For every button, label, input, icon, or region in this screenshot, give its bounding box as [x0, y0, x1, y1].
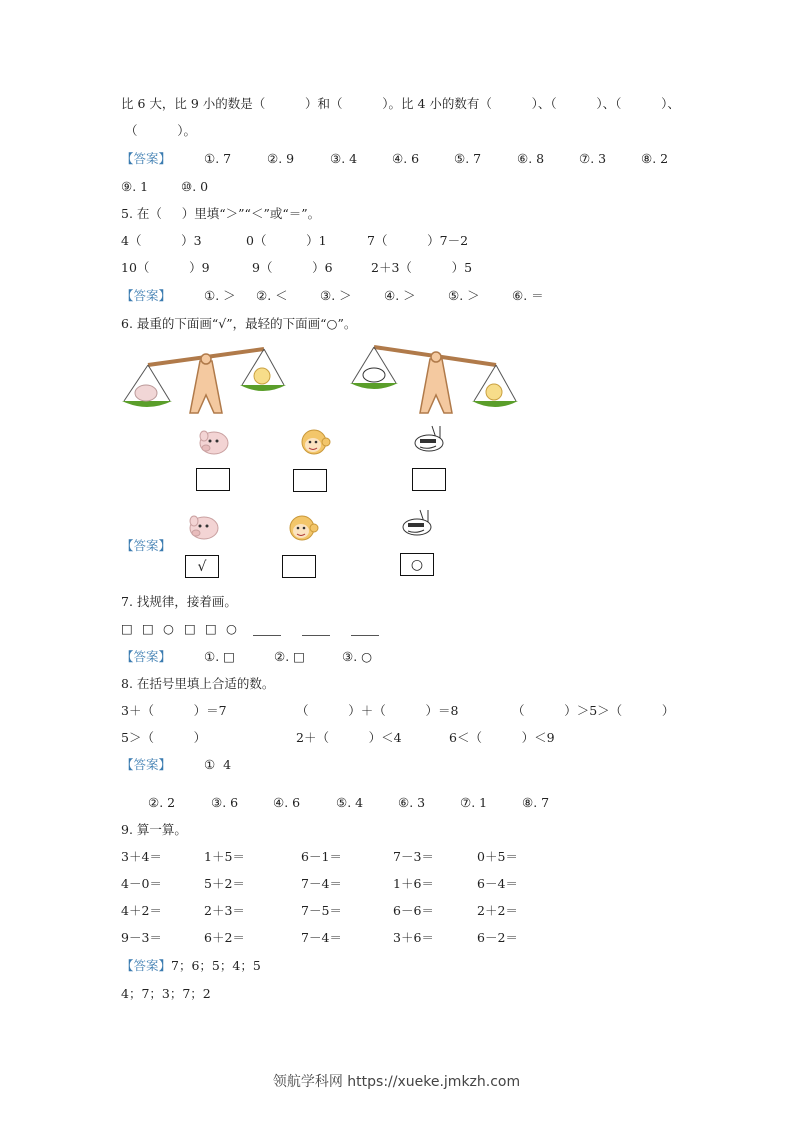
q7-blank-3[interactable] — [351, 634, 379, 636]
q9-r1-c2: 1＋5＝ — [204, 849, 245, 864]
q9-answer-label: 【答案】 — [121, 958, 172, 973]
pig-icon — [135, 385, 157, 401]
q8-answer-3: ③. 6 — [211, 795, 239, 810]
q8-item-4: 5＞（ ） — [121, 730, 207, 745]
q5-answer-6: ⑥. ＝ — [512, 288, 544, 303]
q5-item-6: 2＋3（ ）5 — [371, 260, 473, 275]
q6-answer-label: 【答案】 — [121, 538, 172, 553]
q4-answer-4: ④. 6 — [392, 151, 420, 166]
rabbit-icon — [363, 368, 385, 382]
monkey-icon — [297, 428, 331, 456]
q5-answer-3: ③. ＞ — [320, 288, 352, 303]
q8-answer-label: 【答案】 — [121, 757, 172, 772]
q7-pattern-4: □ — [184, 621, 196, 636]
q4-line2: （ ）。 — [125, 123, 196, 138]
q7-pattern-5: □ — [205, 621, 217, 636]
q5-answer-4: ④. ＞ — [384, 288, 416, 303]
q5-answer-2: ②. ＜ — [256, 288, 288, 303]
q7-pattern-3: ○ — [163, 621, 174, 636]
q9-r1-c3: 6－1＝ — [301, 849, 342, 864]
q7-answer-2: ②. □ — [274, 649, 305, 664]
q8-answer-5: ⑤. 4 — [336, 795, 364, 810]
answer-box-monkey[interactable] — [293, 469, 327, 492]
q7-pattern-1: □ — [121, 621, 133, 636]
q9-r2-c3: 7－4＝ — [301, 876, 342, 891]
pig-icon — [186, 513, 220, 541]
q9-r2-c2: 5＋2＝ — [204, 876, 245, 891]
q9-answer-line1 — [121, 958, 261, 974]
q4-answer-1: ①. 7 — [204, 151, 232, 166]
answer-box-monkey-filled — [282, 555, 316, 578]
q8-item-1: 3＋（ ）＝7 — [121, 703, 227, 718]
q9-r1-c1: 3＋4＝ — [121, 849, 162, 864]
balance-scale-2 — [350, 343, 520, 415]
q9-r3-c2: 2＋3＝ — [204, 903, 245, 918]
q8-answer-6: ⑥. 3 — [398, 795, 426, 810]
q4-answer-6: ⑥. 8 — [517, 151, 545, 166]
q4-answer-10: ⑩. 0 — [181, 179, 209, 194]
q8-item-5: 2＋（ ）＜4 — [296, 730, 402, 745]
circle-mark: ○ — [410, 556, 424, 573]
q4-answer-8: ⑧. 2 — [641, 151, 669, 166]
q9-r3-c1: 4＋2＝ — [121, 903, 162, 918]
q9-answer-line2: 4；7；3；7；2 — [121, 986, 211, 1001]
q9-r4-c1: 9－3＝ — [121, 930, 162, 945]
q7-pattern-6: ○ — [226, 621, 237, 636]
q4-answer-2: ②. 9 — [267, 151, 295, 166]
q4-answer-9: ⑨. 1 — [121, 179, 149, 194]
answer-box-pig-filled — [185, 555, 219, 578]
pig-icon — [196, 428, 230, 456]
q8-answer-2: ②. 2 — [148, 795, 176, 810]
q8-answer-1: ① 4 — [204, 757, 232, 772]
q5-title: 5. 在（ ）里填“＞”“＜”或“＝”。 — [121, 206, 321, 221]
q9-r4-c2: 6＋2＝ — [204, 930, 245, 945]
q4-line1: 比 6 大，比 9 小的数是（ ）和（ ）。比 4 小的数有（ ）、（ ）、（ ）、 — [121, 96, 680, 111]
q9-r1-c5: 0＋5＝ — [477, 849, 518, 864]
q9-r2-c1: 4－0＝ — [121, 876, 162, 891]
q9-r4-c4: 3＋6＝ — [393, 930, 434, 945]
q6-title: 6. 最重的下面画“√”，最轻的下面画“○”。 — [121, 316, 357, 331]
q5-item-4: 10（ ）9 — [121, 260, 210, 275]
q4-answer-5: ⑤. 7 — [454, 151, 482, 166]
q7-blank-2[interactable] — [302, 634, 330, 636]
q7-answer-label: 【答案】 — [121, 649, 172, 664]
q5-answer-1: ①. ＞ — [204, 288, 236, 303]
q4-answer-label: 【答案】 — [121, 151, 172, 166]
answer-box-pig[interactable] — [196, 468, 230, 491]
q9-r2-c4: 1＋6＝ — [393, 876, 434, 891]
q9-r3-c3: 7－5＝ — [301, 903, 342, 918]
q5-item-3: 7（ ）7－2 — [367, 233, 469, 248]
q5-item-1: 4（ ）3 — [121, 233, 202, 248]
monkey-icon — [285, 514, 319, 542]
q8-answer-7: ⑦. 1 — [460, 795, 488, 810]
q9-r4-c5: 6－2＝ — [477, 930, 518, 945]
answer-box-rabbit-filled — [400, 553, 434, 576]
q7-title: 7. 找规律，接着画。 — [121, 594, 237, 609]
q7-answer-3: ③. ○ — [342, 649, 373, 664]
q9-r1-c4: 7－3＝ — [393, 849, 434, 864]
q7-answer-1: ①. □ — [204, 649, 235, 664]
balance-scale-1 — [118, 343, 286, 415]
q9-answer-values-1: 7；6；5；4；5 — [171, 958, 261, 973]
q9-title: 9. 算一算。 — [121, 822, 187, 837]
monkey-icon — [254, 368, 270, 384]
q5-answer-label: 【答案】 — [121, 288, 172, 303]
q4-answer-3: ③. 4 — [330, 151, 358, 166]
check-mark: √ — [197, 558, 207, 575]
q9-r2-c5: 6－4＝ — [477, 876, 518, 891]
q8-item-2: （ ）＋（ ）＝8 — [296, 703, 459, 718]
q8-answer-4: ④. 6 — [273, 795, 301, 810]
q7-pattern-2: □ — [142, 621, 154, 636]
q5-item-2: 0（ ）1 — [246, 233, 327, 248]
q7-blank-1[interactable] — [253, 634, 281, 636]
q8-item-3: （ ）＞5＞（ ） — [512, 703, 675, 718]
q5-answer-5: ⑤. ＞ — [448, 288, 480, 303]
q8-answer-8: ⑧. 7 — [522, 795, 550, 810]
q9-r4-c3: 7－4＝ — [301, 930, 342, 945]
q4-answer-7: ⑦. 3 — [579, 151, 607, 166]
rabbit-icon — [400, 508, 434, 536]
monkey-icon — [486, 384, 502, 400]
q5-item-5: 9（ ）6 — [252, 260, 333, 275]
q8-item-6: 6＜（ ）＜9 — [449, 730, 555, 745]
footer-watermark: 领航学科网 https://xueke.jmkzh.com — [272, 1074, 521, 1090]
q8-title: 8. 在括号里填上合适的数。 — [121, 676, 275, 691]
q9-r3-c5: 2＋2＝ — [477, 903, 518, 918]
answer-box-rabbit[interactable] — [412, 468, 446, 491]
rabbit-icon — [412, 424, 446, 452]
q9-r3-c4: 6－6＝ — [393, 903, 434, 918]
